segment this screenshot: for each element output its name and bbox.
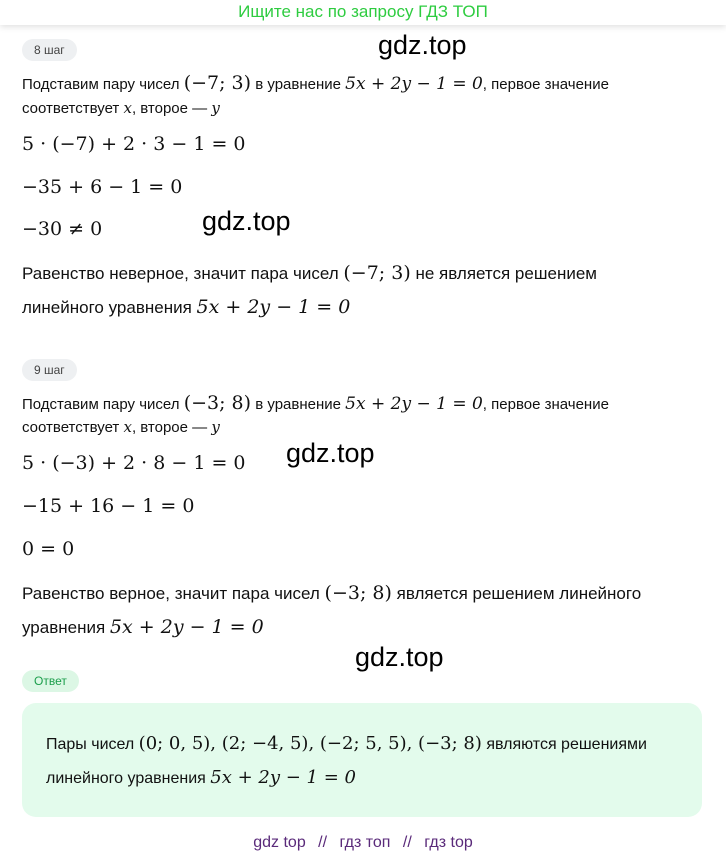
step9-intro-line2: соответствует x, второе — y (22, 418, 220, 436)
pair: (−3; 8) (183, 392, 252, 414)
math-line: −30 ≠ 0 (22, 218, 103, 240)
math-line: −15 + 16 − 1 = 0 (22, 495, 195, 517)
math-line: −35 + 6 − 1 = 0 (22, 176, 183, 198)
pair: (−7; 3) (183, 72, 252, 94)
footer-link[interactable]: gdz top (253, 834, 306, 851)
math-line: 5 · (−3) + 2 · 8 − 1 = 0 (22, 452, 246, 474)
watermark: gdz.top (286, 438, 375, 468)
footer-link[interactable]: гдз топ (339, 834, 391, 851)
search-banner (0, 0, 726, 25)
watermark: gdz.top (202, 206, 291, 236)
step8-conclusion-line2: линейного уравнения 5x + 2y − 1 = 0 (22, 296, 351, 318)
answer-pairs: (0; 0, 5), (2; −4, 5), (−2; 5, 5), (−3; 8) (138, 733, 482, 754)
step-badge-8: 8 шаг (22, 39, 77, 61)
step8-conclusion-line1: Равенство неверное, значит пара чисел (−7; 3) не является решением (22, 262, 597, 284)
watermark: gdz.top (355, 642, 444, 672)
step-badge-9: 9 шаг (22, 359, 77, 381)
step8-intro-line1: Подставим пару чисел (−7; 3) в уравнение 5x + 2y − 1 = 0, первое значение (22, 72, 609, 94)
math-line: 0 = 0 (22, 538, 75, 560)
step9-intro-line1: Подставим пару чисел (−3; 8) в уравнение 5x + 2y − 1 = 0, первое значение (22, 392, 609, 414)
footer-links (0, 834, 726, 852)
answer-text: Пары чисел (0; 0, 5), (2; −4, 5), (−2; 5, 5), (−3; 8) являются решениями линейного уравнения 5x + 2y − 1 = 0 (46, 733, 647, 788)
answer-box (22, 703, 702, 817)
footer-separator: // (402, 834, 412, 851)
watermark: gdz.top (378, 30, 467, 60)
footer-link[interactable]: гдз top (424, 834, 473, 851)
answer-badge: Ответ (22, 670, 79, 692)
math-line: 5 · (−7) + 2 · 3 − 1 = 0 (22, 133, 246, 155)
equation: 5x + 2y − 1 = 0 (345, 394, 483, 414)
step8-intro-line2: соответствует x, второе — y (22, 99, 220, 117)
banner-text: Ищите нас по запросу ГДЗ ТОП (238, 2, 488, 21)
equation: 5x + 2y − 1 = 0 (345, 74, 483, 94)
step9-conclusion-line1: Равенство верное, значит пара чисел (−3; 8) является решением линейного (22, 582, 642, 604)
footer-separator: // (318, 834, 328, 851)
step9-conclusion-line2: уравнения 5x + 2y − 1 = 0 (22, 616, 264, 638)
